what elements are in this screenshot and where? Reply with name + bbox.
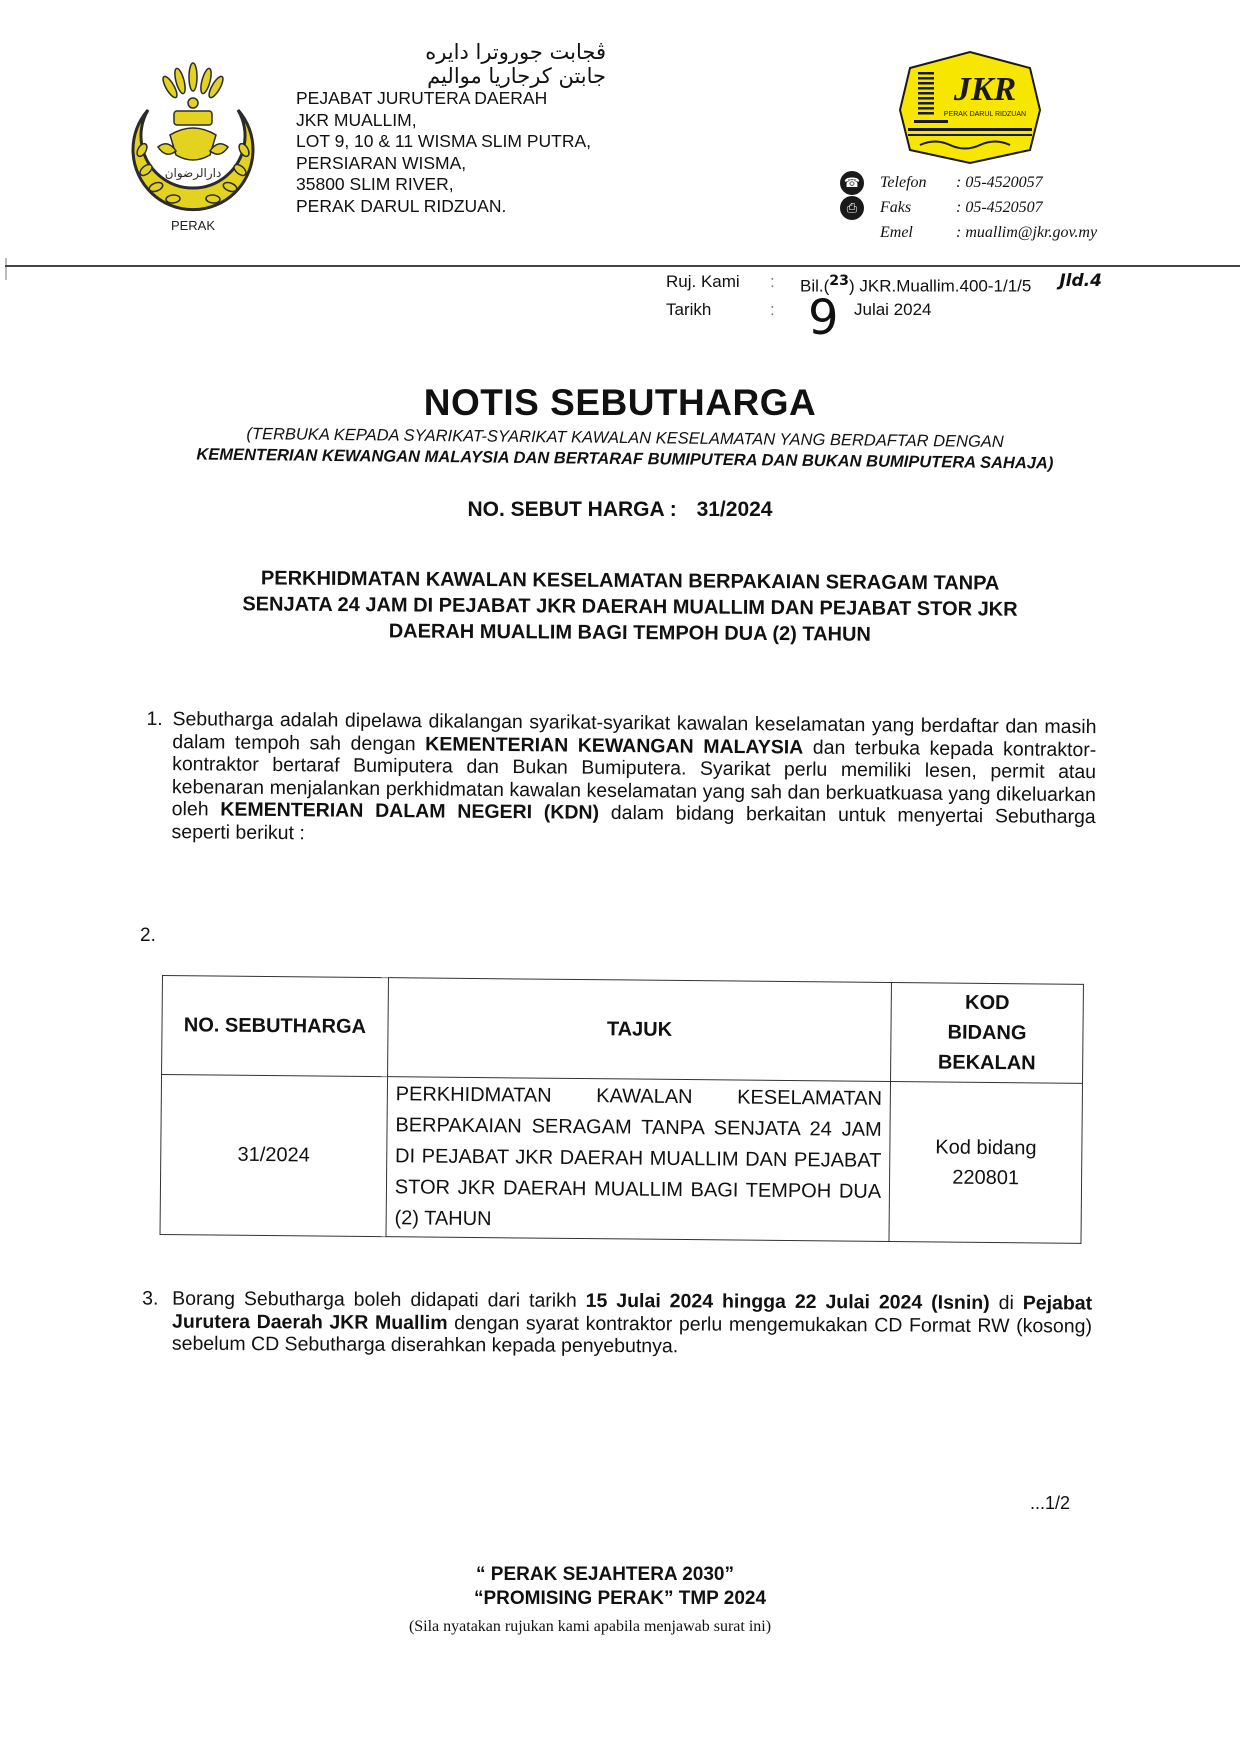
header-divider: [5, 265, 1240, 267]
address-line-5: 35800 SLIM RIVER,: [296, 174, 454, 194]
margin-mark: [5, 258, 7, 280]
quotation-number: [0, 498, 1240, 522]
address-line-3: LOT 9, 10 & 11 WISMA SLIM PUTRA,: [296, 131, 592, 151]
header-tajuk: TAJUK: [387, 978, 891, 1082]
reference-note: (Sila nyatakan rujukan kami apabila menjawab surat ini): [408, 1618, 772, 1635]
motto-line-1: “ PERAK SEJAHTERA 2030”: [476, 1564, 734, 1585]
office-address-block: [296, 40, 656, 217]
paragraph-3: 3. Borang Sebutharga boleh didapati dari tarikh 15 Julai 2024 hingga 22 Julai 2024 (Isnin) di Pejabat Jurutera Daerah JKR Muallim dengan syarat kontraktor perlu mengemukakan CD Format RW (kosong) sebelum CD Sebutharga diserahkan kepada penyebutnya.: [142, 1287, 1093, 1358]
service-heading: PERKHIDMATAN KAWALAN KESELAMATAN BERPAKAIAN SERAGAM TANPA SENJATA 24 JAM DI PEJABAT JKR DAERAH MUALLIM DAN PEJABAT STOR JKR DAERAH MUALLIM BAGI TEMPOH DUA (2) TAHUN: [242, 567, 1018, 646]
address-line-1: PEJABAT JURUTERA DAERAH: [296, 88, 548, 108]
motto-line-2: “PROMISING PERAK” TMP 2024: [473, 1588, 767, 1609]
cell-tajuk: PERKHIDMATAN KAWALAN KESELAMATAN BERPAKAIAN SERAGAM TANPA SENJATA 24 JAM DI PEJABAT JKR DAERAH MUALLIM DAN PEJABAT STOR JKR DAERAH MUALLIM BAGI TEMPOH DUA (2) TAHUN: [386, 1077, 891, 1242]
fax-icon: ⎙: [840, 196, 864, 220]
page-indicator: ...1/2: [1030, 1493, 1071, 1513]
reference-block: [666, 270, 1102, 321]
jawi-line-1: ڤجابت جوروترا دايره: [425, 40, 606, 64]
tarikh-row: Tarikh : Julai 2024: [666, 299, 932, 319]
paragraph-2-number: 2.: [140, 925, 156, 946]
contact-email-row: [840, 220, 1097, 245]
quotation-table: [160, 975, 1084, 1244]
address-line-2: JKR MUALLIM,: [296, 109, 417, 130]
tarikh-label: Tarikh: [666, 299, 712, 319]
contact-fax-row: [840, 195, 1097, 220]
email-value[interactable]: : muallim@jkr.gov.my: [956, 223, 1098, 241]
fax-label: Faks: [880, 198, 912, 216]
jawi-line-2: جابتن كرجاريا مواليم: [427, 64, 606, 88]
ruj-kami-label: Ruj. Kami: [666, 272, 740, 291]
paragraph-number: 3.: [142, 1287, 159, 1310]
notice-title: NOTIS SEBUTHARGA: [423, 382, 817, 423]
notice-subtitle: (TERBUKA KEPADA SYARIKAT-SYARIKAT KAWALAN KESELAMATAN YANG BERDAFTAR DENGAN KEMENTERIAN KEWANGAN MALAYSIA DAN BERTARAF BUMIPUTERA DAN BUKAN BUMIPUTERA SAHAJA): [196, 425, 1054, 473]
paragraph-number: 1.: [146, 707, 163, 730]
cell-no: 31/2024: [160, 1075, 387, 1237]
cell-kod: Kod bidang 220801: [889, 1081, 1082, 1243]
perak-crest-icon: [118, 55, 268, 235]
perak-state-crest: [118, 55, 268, 235]
contact-phone-row: [840, 170, 1097, 195]
address-line-4: PERSIARAN WISMA,: [296, 152, 467, 173]
address-line-6: PERAK DARUL RIDZUAN.: [296, 195, 507, 216]
phone-label: Telefon: [880, 173, 927, 191]
jkr-logo: [890, 50, 1050, 165]
quotation-number-label: NO. SEBUT HARGA :: [467, 498, 677, 521]
motto: [0, 1563, 1240, 1611]
handwritten-volume: Jld.4: [1059, 271, 1102, 291]
phone-icon: ☎: [840, 171, 864, 195]
table-header-row: [162, 976, 1084, 1084]
phone-value: : 05-4520057: [956, 173, 1043, 191]
svg-text:دارالرضوان: دارالرضوان: [164, 166, 222, 180]
table-row: [160, 1075, 1082, 1244]
jkr-logo-icon: [890, 50, 1050, 165]
svg-text:JKR: JKR: [953, 71, 1017, 108]
header-kod-bidang: KOD BIDANG BEKALAN: [891, 983, 1084, 1084]
handwritten-number: 23: [829, 273, 849, 289]
paragraph-1: 1. Sebutharga adalah dipelawa dikalangan syarikat-syarikat kawalan keselamatan yang berdaftar dan masih dalam tempoh sah dengan KEMENTERIAN KEWANGAN MALAYSIA dan terbuka kepada kontraktor-kontraktor bertaraf Bumiputera dan Bukan Bumiputera. Syarikat perlu memiliki lesen, permit atau kebenaran menjalankan perkhidmatan kawalan keselamatan yang sah dan berkuatkuasa yang dikeluarkan oleh KEMENTERIAN DALAM NEGERI (KDN) dalam bidang berkaitan untuk menyertai Sebutharga seperti berikut :: [146, 707, 1097, 844]
handwritten-day: 9: [808, 290, 839, 346]
fax-value: : 05-4520507: [956, 198, 1043, 216]
tarikh-value: Julai 2024: [854, 299, 932, 319]
svg-text:PERAK DARUL RIDZUAN: PERAK DARUL RIDZUAN: [943, 111, 1027, 118]
ruj-kami-row: Ruj. Kami : Bil.($^{23}$) JKR.Muallim.400-1/1/5 Jld.4: [666, 271, 1102, 296]
ruj-kami-value: Bil.($^{23}$) JKR.Muallim.400-1/1/5: [800, 273, 1032, 296]
quotation-number-value: 31/2024: [696, 498, 773, 521]
email-label: Emel: [880, 223, 913, 241]
header-no-sebutharga: NO. SEBUTHARGA: [162, 976, 389, 1077]
crest-label: PERAK: [170, 218, 216, 233]
contact-block: [840, 170, 1097, 245]
